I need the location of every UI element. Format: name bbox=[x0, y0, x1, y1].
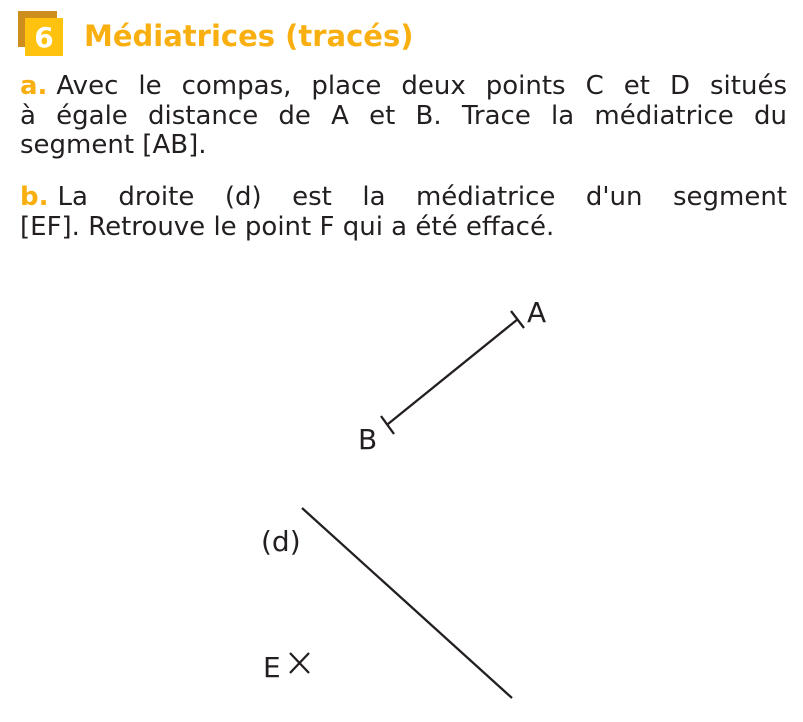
label-point-e: E bbox=[263, 651, 281, 684]
paragraph-a-line-1 bbox=[20, 72, 787, 102]
label-point-a: A bbox=[527, 296, 547, 329]
paragraph-a-text-1: Avec le compas, place deux points C et D situés bbox=[56, 71, 787, 101]
tick-endpoint-b bbox=[381, 416, 394, 434]
paragraph-b-line-1 bbox=[20, 183, 787, 213]
paragraph-a-label: a. bbox=[20, 71, 48, 101]
label-point-b: B bbox=[358, 423, 378, 456]
paragraph-a-line-2: à égale distance de A et B. Trace la médiatrice du bbox=[20, 100, 787, 131]
paragraph-a bbox=[20, 72, 787, 161]
paragraph-b-line-2: [EF]. Retrouve le point F qui a été effacé. bbox=[20, 211, 555, 242]
figure-canvas bbox=[0, 255, 803, 722]
exercise-title: Médiatrices (tracés) bbox=[84, 19, 414, 53]
paragraph-b bbox=[20, 183, 787, 242]
tick-endpoint-a bbox=[511, 311, 524, 328]
badge-number: 6 bbox=[25, 18, 63, 56]
paragraph-b-label: b. bbox=[20, 182, 49, 212]
exercise-number-badge bbox=[18, 10, 84, 58]
exercise-header bbox=[18, 10, 413, 58]
label-line-d: (d) bbox=[261, 525, 301, 558]
paragraph-b-text-1: La droite (d) est la médiatrice d'un segment bbox=[57, 182, 787, 212]
geometry-figure bbox=[0, 255, 803, 722]
line-d bbox=[302, 508, 512, 698]
paragraph-a-line-3: segment [AB]. bbox=[20, 130, 207, 160]
segment-ab bbox=[388, 319, 518, 424]
